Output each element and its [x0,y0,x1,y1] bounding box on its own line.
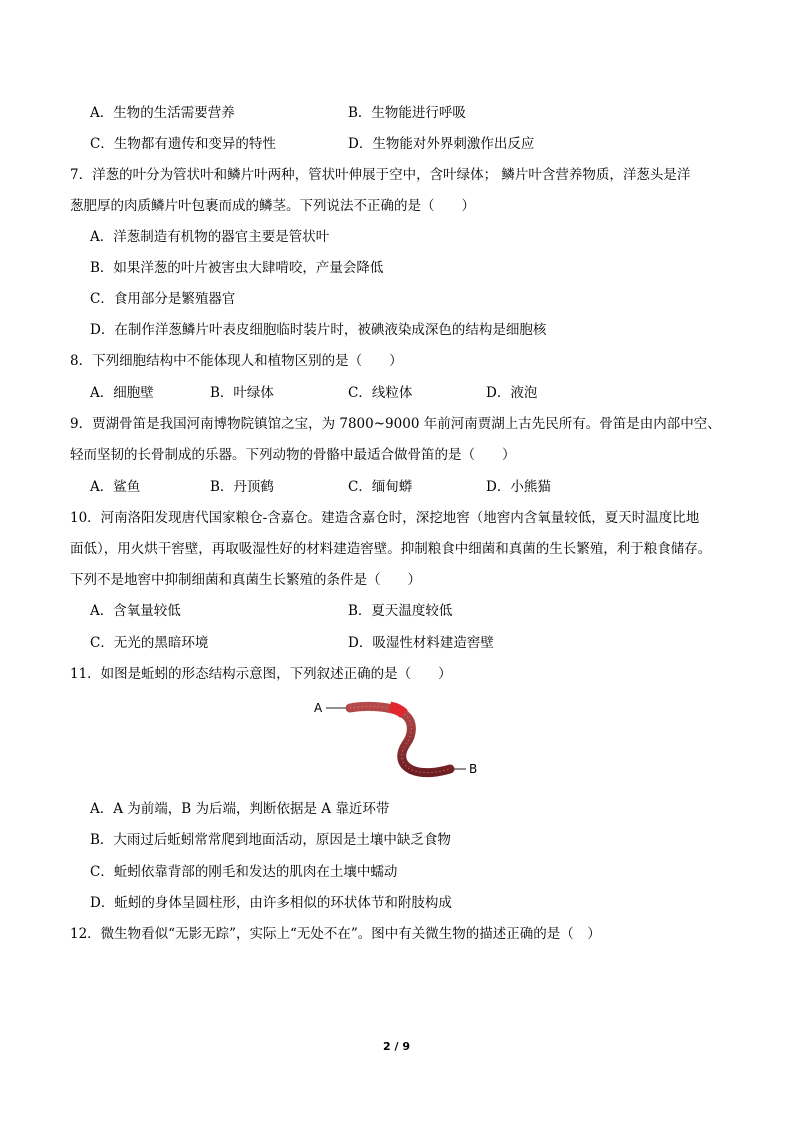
q9-option-a: A．鲨鱼 [90,479,141,495]
page-number: 2 / 9 [383,1040,410,1053]
label-b: B [469,762,478,776]
q9-stem-line2: 轻而坚韧的长骨制成的乐器。下列动物的骨骼中最适合做骨笛的是（ ） [70,447,516,463]
q7-option-d: D．在制作洋葱鳞片叶表皮细胞临时装片时，被碘液染成深色的结构是细胞核 [90,322,547,338]
q7-stem-line1: 7．洋葱的叶分为管状叶和鳞片叶两种，管状叶伸展于空中，含叶绿体； 鳞片叶含营养物质，洋葱头是洋 [70,167,691,183]
q10-option-c: C．无光的黑暗环境 [90,635,209,651]
q7-option-a: A．洋葱制造有机物的器官主要是管状叶 [90,229,330,245]
q6-option-a: A．生物的生活需要营养 [90,105,235,121]
q12-stem: 12．微生物看似“无影无踪”，实际上“无处不在”。图中有关微生物的描述正确的是（ ） [70,926,601,942]
q10-stem-line1: 10．河南洛阳发现唐代国家粮仓-含嘉仓。建造含嘉仓时，深挖地窖（地窖内含氧量较低，夏天时温度比地 [70,510,700,526]
q10-option-d: D．吸湿性材料建造窖壁 [348,635,494,651]
q11-option-d: D．蚯蚓的身体呈圆柱形，由许多相似的环状体节和附肢构成 [90,895,452,911]
q8-option-d: D．液泡 [486,385,538,401]
q6-option-b: B．生物能进行呼吸 [348,105,466,121]
q9-option-d: D．小熊猫 [486,479,551,495]
q8-stem: 8．下列细胞结构中不能体现人和植物区别的是（ ） [70,353,403,369]
q9-stem-line1: 9．贾湖骨笛是我国河南博物院镇馆之宝，为 7800~9000 年前河南贾湖上古先民所有。骨笛是由内部中空、 [70,416,721,432]
q11-option-b: B．大雨过后蚯蚓常常爬到地面活动，原因是土壤中缺乏食物 [90,832,451,848]
q9-option-b: B．丹顶鹤 [210,479,274,495]
q6-option-c: C．生物都有遗传和变异的特性 [90,136,276,152]
q10-option-a: A．含氧量较低 [90,603,181,619]
q10-stem-line3: 下列不是地窖中抑制细菌和真菌生长繁殖的条件是（ ） [70,572,421,588]
earthworm-figure [312,692,492,784]
q7-stem-line2: 葱肥厚的肉质鳞片叶包裹而成的鳞茎。下列说法不正确的是（ ） [70,198,475,214]
earthworm-illustration [312,692,492,784]
q10-stem-line2: 面低），用火烘干窖壁，再取吸湿性好的材料建造窖壁。抑制粮食中细菌和真菌的生长繁殖，利于粮食储存。 [70,541,712,557]
q6-option-d: D．生物能对外界刺激作出反应 [348,136,535,152]
q8-option-b: B．叶绿体 [210,385,274,401]
q11-option-a: A．A 为前端，B 为后端，判断依据是 A 靠近环带 [90,801,390,817]
q11-stem: 11．如图是蚯蚓的形态结构示意图，下列叙述正确的是（ ） [70,666,452,682]
q7-option-c: C．食用部分是繁殖器官 [90,291,236,307]
q9-option-c: C．缅甸蟒 [348,479,413,495]
q8-option-c: C．线粒体 [348,385,413,401]
q11-option-c: C．蚯蚓依靠背部的刚毛和发达的肌肉在土壤中蠕动 [90,864,398,880]
earthworm-clitellum [390,707,404,714]
q10-option-b: B．夏天温度较低 [348,603,453,619]
q8-option-a: A．细胞壁 [90,385,154,401]
q7-option-b: B．如果洋葱的叶片被害虫大肆啃咬，产量会降低 [90,260,384,276]
label-a: A [314,701,323,715]
